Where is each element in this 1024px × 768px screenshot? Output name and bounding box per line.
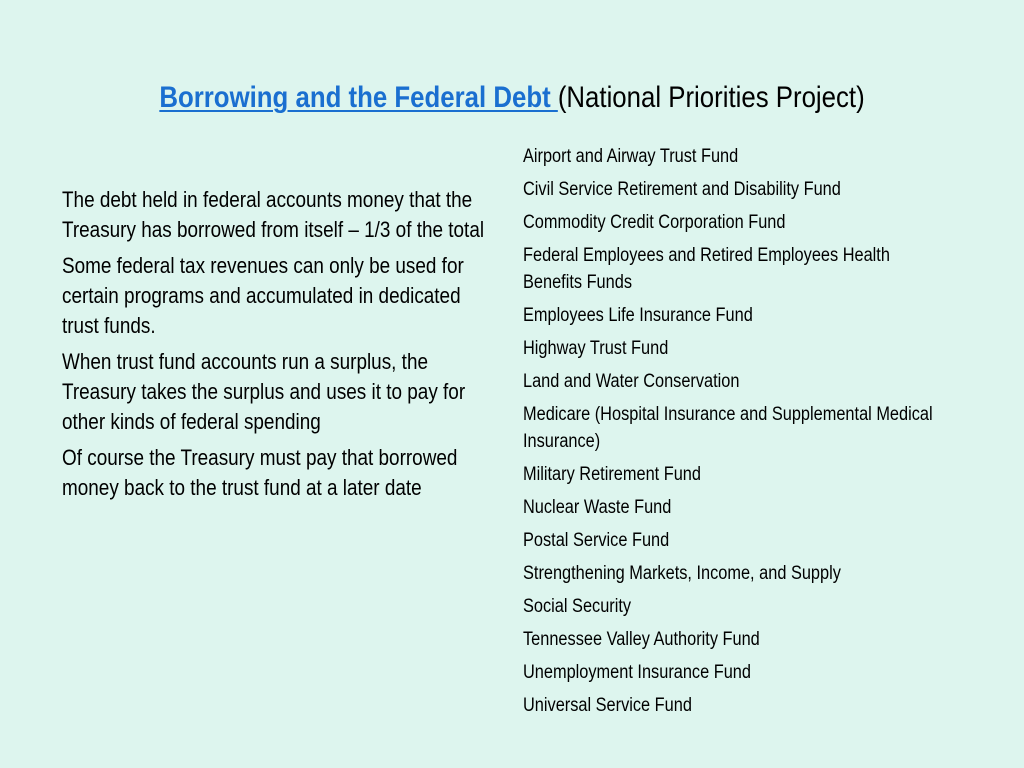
trust-fund-list bbox=[523, 143, 953, 725]
trust-fund-item: Airport and Airway Trust Fund bbox=[523, 146, 739, 167]
trust-fund-item: Social Security bbox=[523, 596, 632, 617]
trust-fund-item: Employees Life Insurance Fund bbox=[523, 305, 753, 326]
debt-explanation bbox=[62, 185, 492, 509]
trust-fund-item: Highway Trust Fund bbox=[523, 338, 669, 359]
explanation-paragraph: Some federal tax revenues can only be used for certain programs and accumulated in dedicated trust funds. bbox=[62, 253, 464, 338]
trust-fund-item: Federal Employees and Retired Employees Health Benefits Funds bbox=[523, 245, 890, 293]
trust-fund-item: Nuclear Waste Fund bbox=[523, 497, 672, 518]
explanation-paragraph: Of course the Treasury must pay that borrowed money back to the trust fund at a later date bbox=[62, 445, 458, 500]
trust-fund-item: Land and Water Conservation bbox=[523, 371, 740, 392]
explanation-paragraph: When trust fund accounts run a surplus, the Treasury takes the surplus and uses it to pay for other kinds of federal spending bbox=[62, 349, 466, 434]
trust-fund-item: Unemployment Insurance Fund bbox=[523, 662, 751, 683]
explanation-paragraph: The debt held in federal accounts money that the Treasury has borrowed from itself – 1/3 of the total bbox=[62, 187, 485, 242]
trust-fund-item: Strengthening Markets, Income, and Supply bbox=[523, 563, 841, 584]
trust-fund-item: Universal Service Fund bbox=[523, 695, 692, 716]
trust-fund-item: Military Retirement Fund bbox=[523, 464, 701, 485]
trust-fund-item: Postal Service Fund bbox=[523, 530, 670, 551]
trust-fund-item: Commodity Credit Corporation Fund bbox=[523, 212, 786, 233]
trust-fund-item: Tennessee Valley Authority Fund bbox=[523, 629, 760, 650]
title-source: (National Priorities Project) bbox=[557, 81, 865, 114]
slide-title bbox=[72, 78, 953, 118]
trust-fund-item: Civil Service Retirement and Disability Fund bbox=[523, 179, 841, 200]
trust-fund-item: Medicare (Hospital Insurance and Supplemental Medical Insurance) bbox=[523, 404, 933, 452]
title-link[interactable]: Borrowing and the Federal Debt bbox=[159, 81, 558, 114]
